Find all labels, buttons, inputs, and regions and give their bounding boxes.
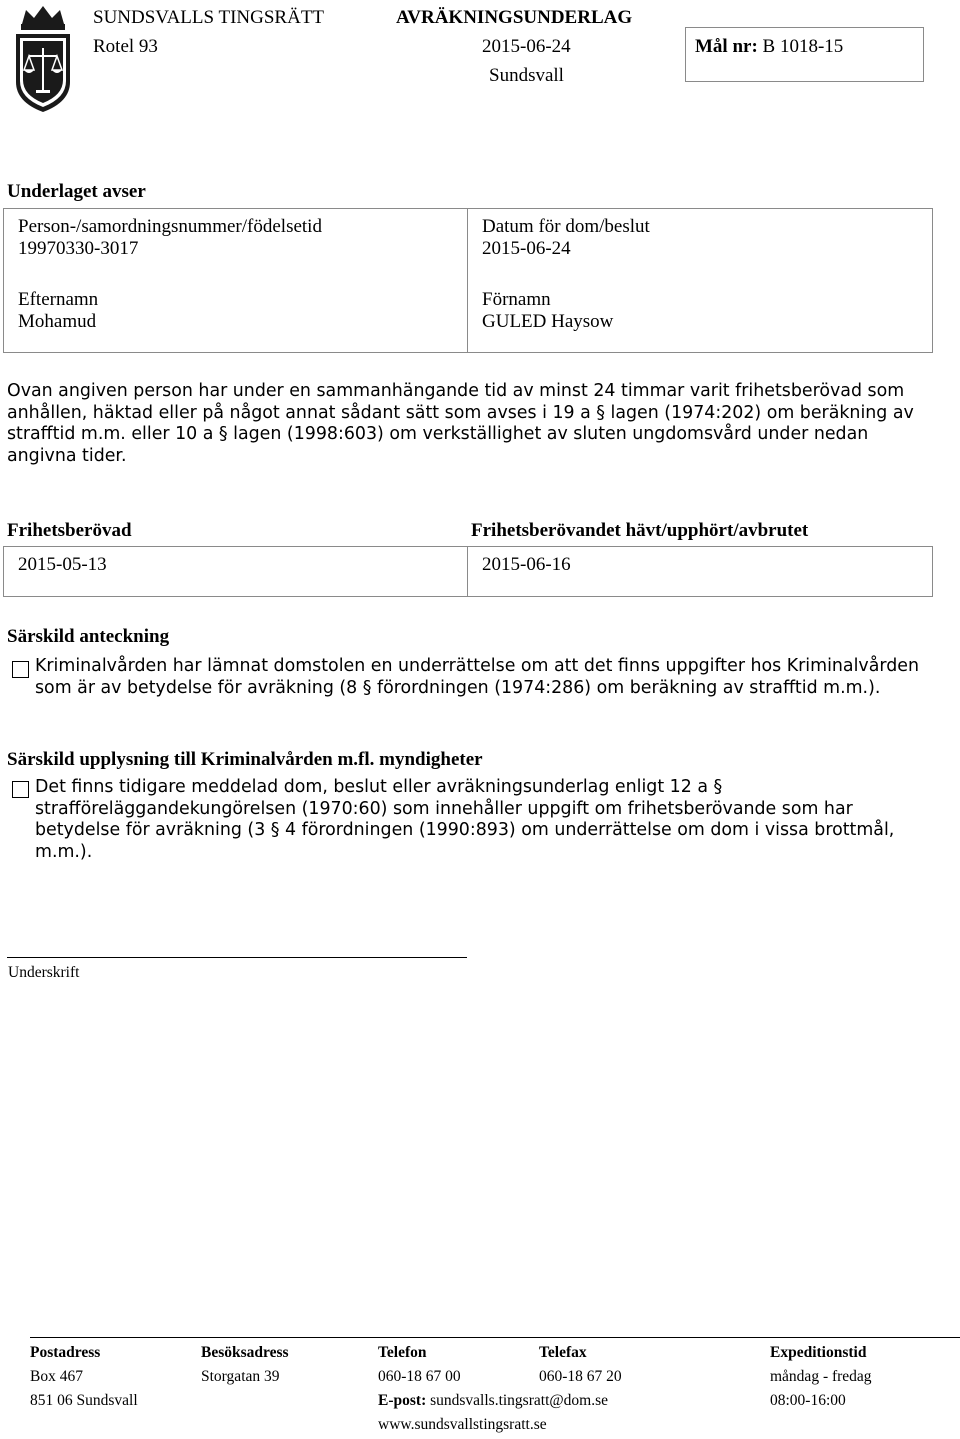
detention-from-label: Frihetsberövad: [7, 520, 132, 541]
footer-postal-line2: 851 06 Sundsvall: [30, 1392, 138, 1409]
footer-hours-label: Expeditionstid: [770, 1344, 867, 1361]
footer-email-label: E-post:: [378, 1392, 427, 1409]
note-text: [35, 656, 919, 699]
document-type: AVRÄKNINGSUNDERLAG: [396, 7, 633, 28]
info-heading: Särskild upplysning till Kriminalvården m.fl. myndigheter: [7, 749, 483, 770]
pnr-label: Person-/samordningsnummer/födelsetid: [18, 216, 322, 237]
court-seal-icon: [12, 4, 74, 114]
document-date: 2015-06-24: [482, 36, 571, 57]
footer-fax-label: Telefax: [539, 1344, 587, 1361]
signature-line: [7, 957, 467, 958]
case-number-value: B 1018-15: [762, 36, 844, 57]
note-heading: Särskild anteckning: [7, 626, 170, 647]
firstname-value: GULED Haysow: [482, 311, 614, 332]
info-line: strafföreläggandekungörelsen (1970:60) som innehåller uppgift om frihetsberövande som har: [35, 798, 853, 819]
note-line: som är av betydelse för avräkning (8 § förordningen (1974:286) om beräkning av strafftid m.m.).: [35, 677, 881, 698]
detention-to-label: Frihetsberövandet hävt/upphört/avbrutet: [471, 520, 809, 541]
info-line: betydelse för avräkning (3 § 4 förordningen (1990:893) om underrättelse om dom i vissa brottmål,: [35, 820, 895, 841]
detention-from-value: 2015-05-13: [18, 554, 107, 575]
pnr-value: 19970330-3017: [18, 238, 139, 259]
info-line: m.m.).: [35, 841, 93, 862]
court-name: SUNDSVALLS TINGSRÄTT: [93, 7, 325, 28]
footer-email: [378, 1392, 608, 1410]
note-line: Kriminalvården har lämnat domstolen en underrättelse om att det finns uppgifter hos Kriminalvården: [35, 656, 919, 676]
firstname-label: Förnamn: [482, 289, 551, 310]
subject-heading: Underlaget avser: [7, 181, 146, 202]
footer-email-value[interactable]: sundsvalls.tingsratt@dom.se: [430, 1392, 608, 1409]
intro-line: strafftid m.m. eller 10 a § lagen (1998:603) om verkställighet av sluten ungdomsvård under nedan: [7, 424, 869, 445]
intro-line: angivna tider.: [7, 445, 127, 466]
footer-hours-line2: 08:00-16:00: [770, 1392, 846, 1409]
footer-postal-label: Postadress: [30, 1344, 101, 1361]
court-seal: [12, 4, 74, 114]
case-number-box: [685, 27, 924, 82]
intro-line: Ovan angiven person har under en sammanhängande tid av minst 24 timmar varit frihetsberövad som: [7, 381, 905, 401]
note-checkbox[interactable]: [12, 661, 29, 678]
footer-visit-line1: Storgatan 39: [201, 1368, 280, 1385]
footer-postal-line1: Box 467: [30, 1368, 83, 1385]
subject-divider: [467, 208, 468, 353]
footer-visit-label: Besöksadress: [201, 1344, 289, 1361]
lastname-value: Mohamud: [18, 311, 97, 332]
detention-to-value: 2015-06-16: [482, 554, 571, 575]
decision-date-label: Datum för dom/beslut: [482, 216, 650, 237]
lastname-label: Efternamn: [18, 289, 99, 310]
footer-fax-line1: 060-18 67 20: [539, 1368, 622, 1385]
footer-rule: [30, 1337, 960, 1338]
footer-website[interactable]: www.sundsvallstingsratt.se: [378, 1416, 547, 1433]
footer-phone-line1: 060-18 67 00: [378, 1368, 461, 1385]
intro-line: anhållen, häktad eller på något annat sådant sätt som avses i 19 a § lagen (1974:202) om beräkning av: [7, 402, 914, 423]
info-text: [35, 777, 894, 863]
signature-label: Underskrift: [8, 964, 80, 981]
footer-hours-line1: måndag - fredag: [770, 1368, 872, 1385]
division: Rotel 93: [93, 36, 158, 57]
case-number-label: Mål nr:: [695, 36, 758, 57]
intro-paragraph: [7, 381, 914, 467]
footer-phone-label: Telefon: [378, 1344, 427, 1361]
info-checkbox[interactable]: [12, 781, 29, 798]
detention-box: [3, 546, 933, 597]
document-city: Sundsvall: [489, 65, 564, 86]
decision-date-value: 2015-06-24: [482, 238, 571, 259]
detention-divider: [467, 546, 468, 597]
info-line: Det finns tidigare meddelad dom, beslut eller avräkningsunderlag enligt 12 a §: [35, 777, 723, 797]
